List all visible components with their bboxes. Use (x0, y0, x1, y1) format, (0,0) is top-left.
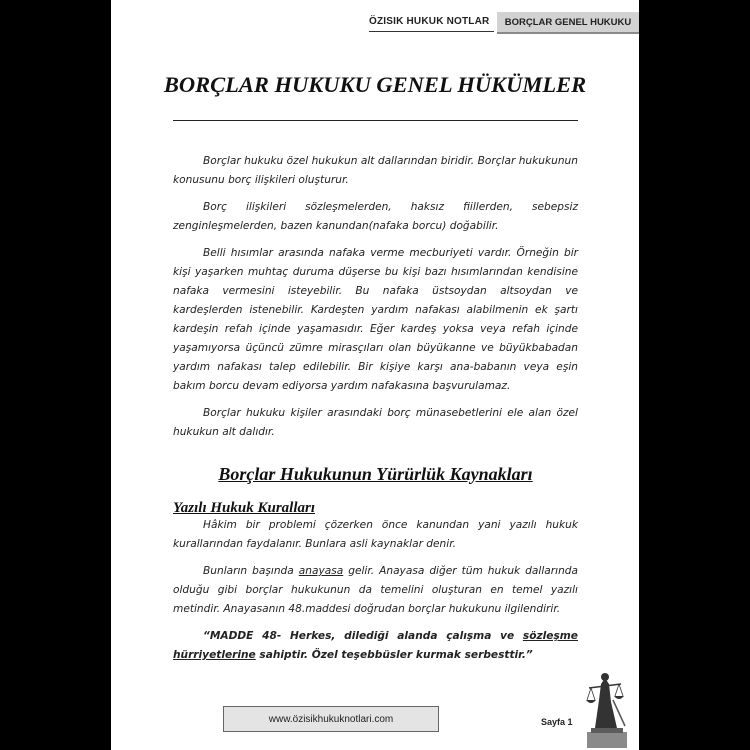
footer-website[interactable]: www.özisikhukuknotlari.com (268, 713, 394, 725)
footer-website-box[interactable] (223, 706, 439, 732)
document-page (111, 0, 639, 750)
text-run: gelir. Anayasa diğer tüm hukuk dallarında olduğu gibi borçlar hukukunun da temelini oluşturan en temel yazılı metindir. Anayasanın 48.maddesi doğrudan borçlar hukukunu ilgilendirir. (173, 565, 578, 615)
header-left-label: ÖZISIK HUKUK NOTLAR (369, 16, 490, 27)
subsection-title: Yazılı Hukuk Kuralları (173, 500, 316, 516)
text-run: “MADDE 48- Herkes, dilediği alanda çalışma ve (203, 630, 523, 642)
article-quote (173, 627, 578, 665)
paragraph (173, 562, 578, 619)
paragraph: Hâkim bir problemi çözerken önce kanundan yani yazılı hukuk kurallarından faydalanır. Bunlara asli kaynaklar denir. (173, 519, 578, 550)
text-run: sahiptir. Özel teşebbüsler kurmak serbesttir.” (255, 649, 533, 661)
document-body (173, 152, 578, 673)
title-divider (173, 120, 578, 121)
text-run: Bunların başında (203, 565, 299, 577)
anayasa-link[interactable]: anayasa (298, 565, 344, 577)
paragraph: Borçlar hukuku kişiler arasındaki borç münasebetlerini ele alan özel hukukun alt dalıdır. (173, 407, 578, 438)
themis-statue-icon (581, 670, 631, 748)
paragraph: Belli hısımlar arasında nafaka verme mecburiyeti vardır. Örneğin bir kişi yaşarken muhtaç duruma düşerse bu kişi bazı hısımlarından kendisine nafaka vermesini isteyebilir. Bu nafaka üstsoydan altsoydan ve kardeşlerden istenebilir. Kardeşten yardım nafakası alabilmenin ek şartı kardeşin refah içinde yaşamasıdır. Eğer kardeş yoksa veya refah içinde yaşamıyorsa üçüncü zümre mirasçıları olan büyükanne ve büyükbabadan yardım nafakası talep edilebilir. Bir kişiye karşı ana-babanın veya eşin bakım borcu devam ediyorsa yardım nafakasına başvurulamaz. (173, 247, 578, 392)
section-title: Borçlar Hukukunun Yürürlük Kaynakları (218, 464, 533, 484)
header-right-label: BORÇLAR GENEL HUKUKU (504, 16, 632, 28)
page-number: Sayfa 1 (541, 717, 573, 727)
paragraph: Borç ilişkileri sözleşmelerden, haksız fiillerden, sebepsiz zenginleşmelerden, bazen kanundan(nafaka borcu) doğabilir. (173, 201, 578, 232)
underlined-term: sözleşme (522, 630, 578, 642)
header-underline (369, 31, 494, 32)
paragraph: Borçlar hukuku özel hukukun alt dallarından biridir. Borçlar hukukunun konusunu borç ilişkileri oluşturur. (173, 155, 578, 186)
header-right-tab (497, 12, 639, 34)
underlined-term: hürriyetlerine (173, 649, 256, 661)
page-title: BORÇLAR HUKUKU GENEL HÜKÜMLER (163, 72, 587, 97)
